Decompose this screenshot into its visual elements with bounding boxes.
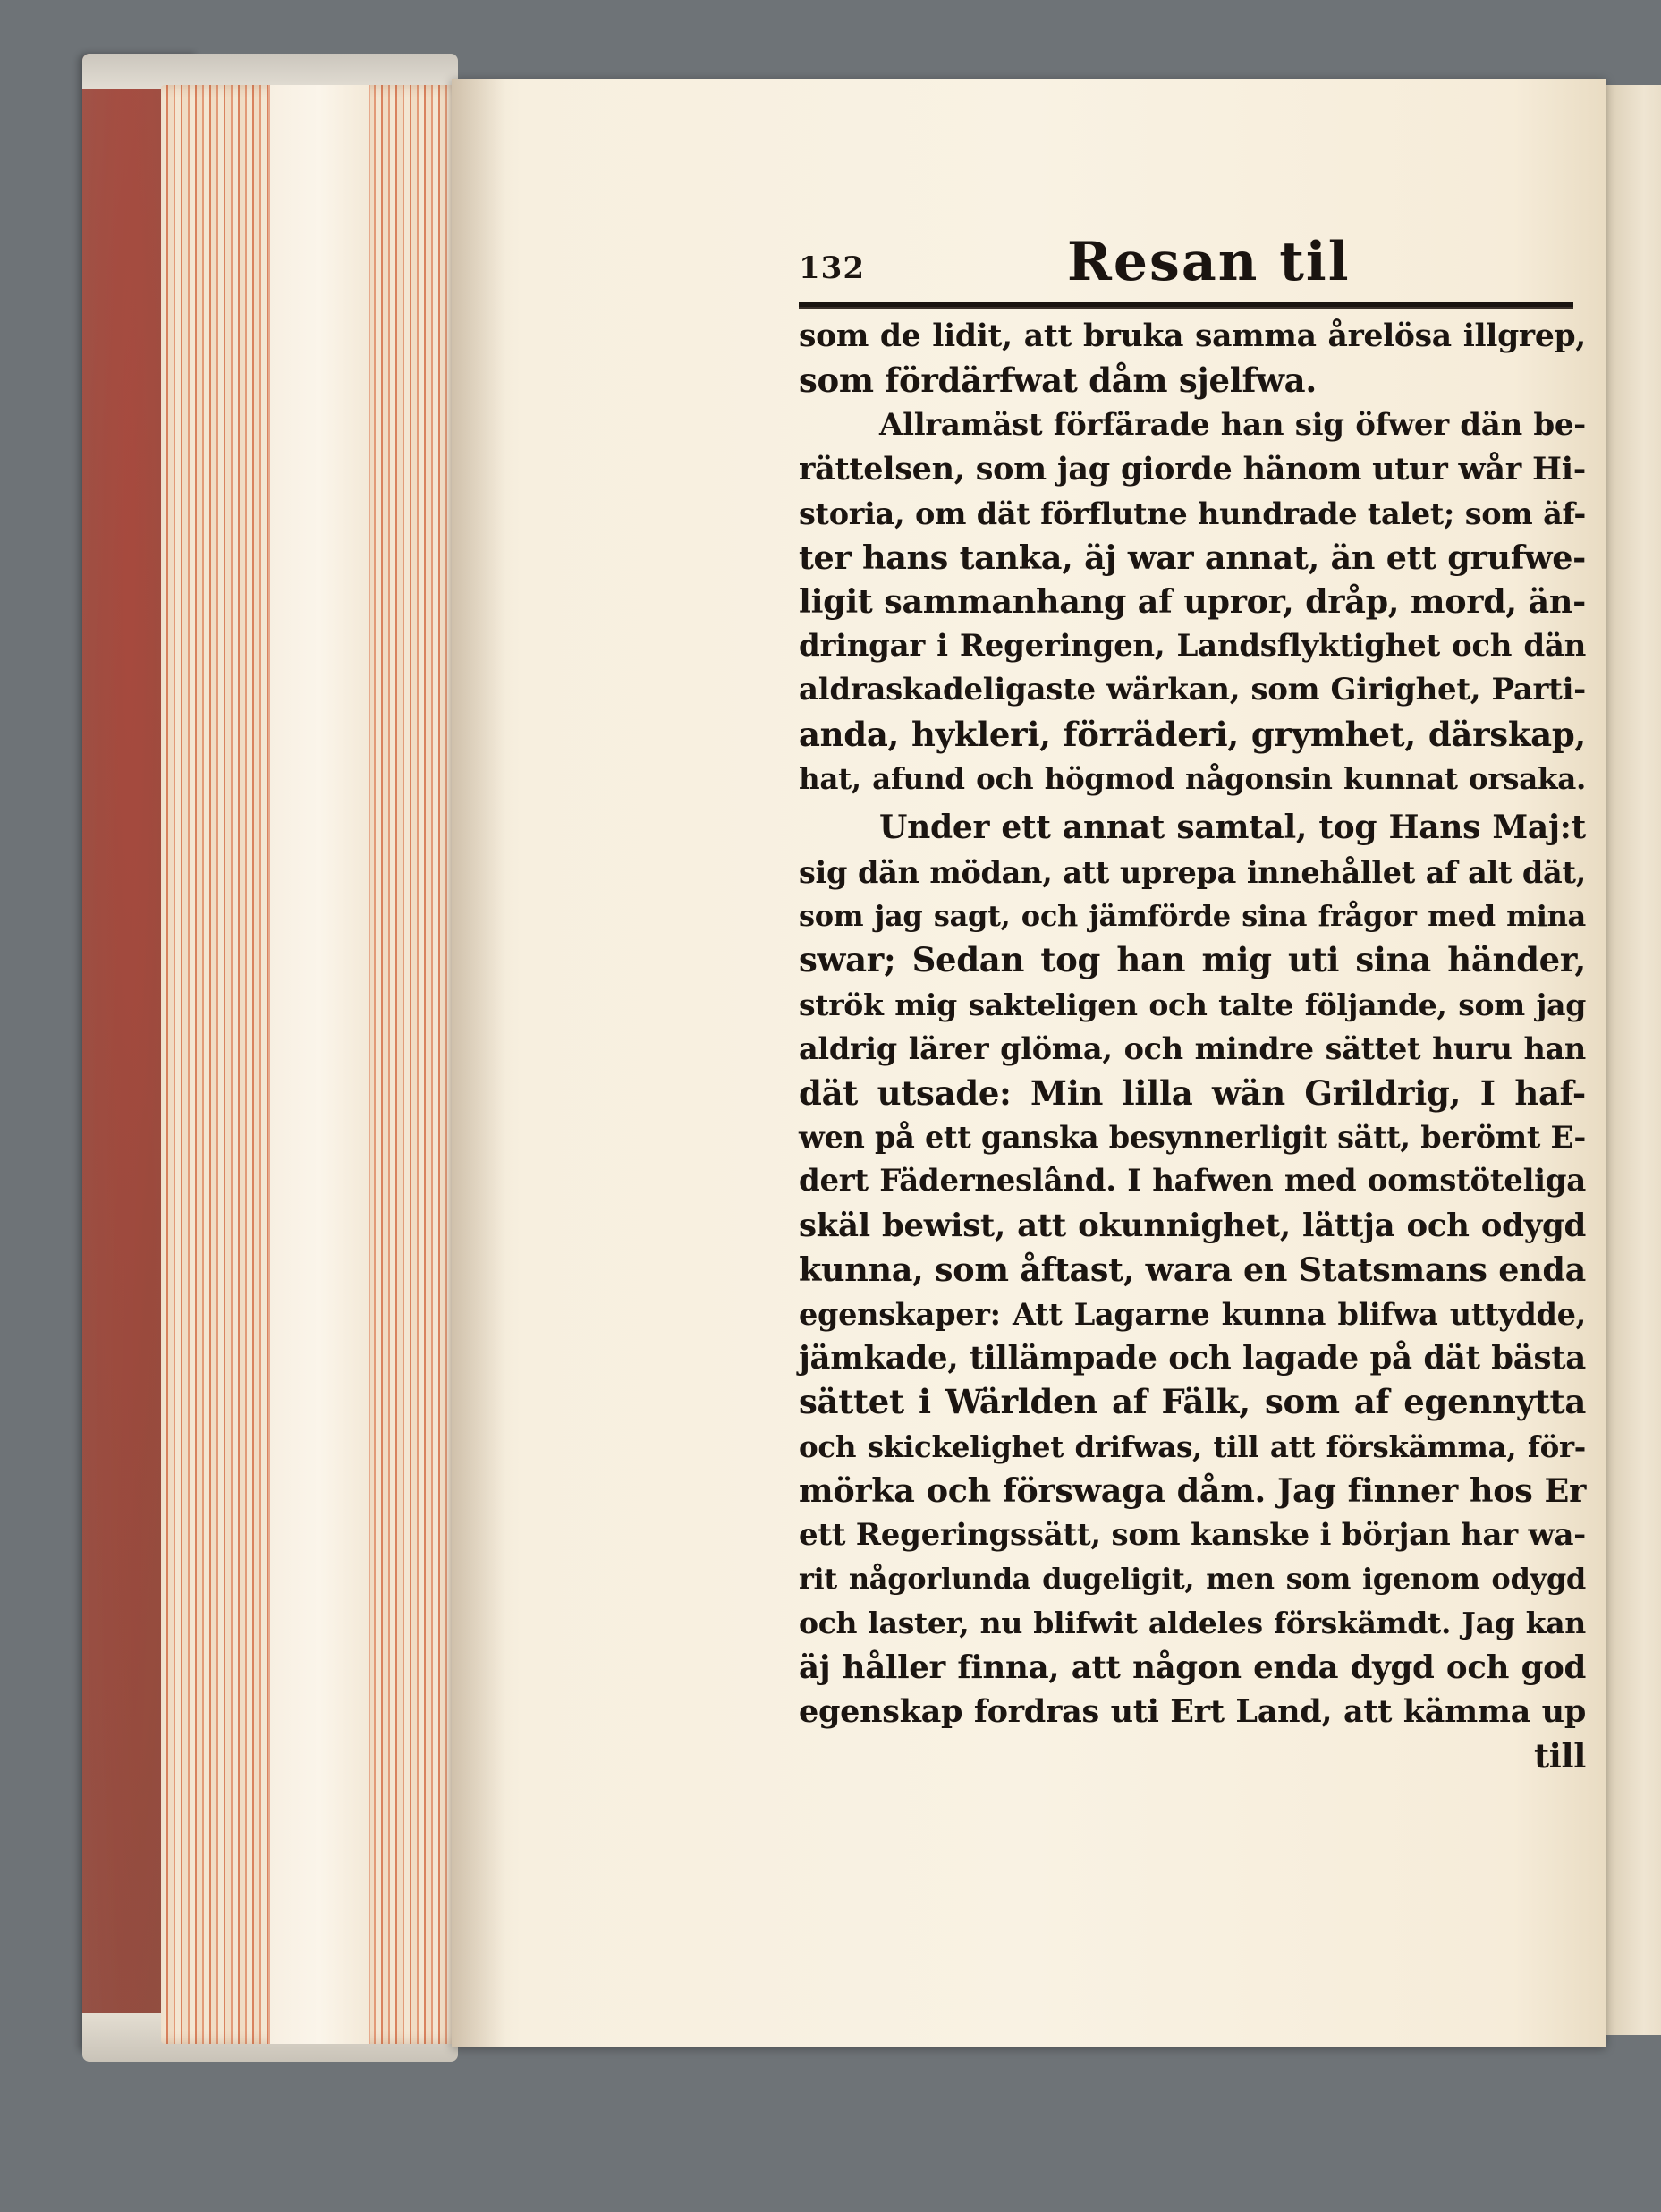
text-line: och laster, nu blifwit aldeles förskämdt. Jag kan: [799, 1606, 1586, 1641]
text-line: egenskap fordras uti Ert Land, att kämma up: [799, 1693, 1586, 1731]
book-cover-top-edge: [82, 54, 458, 89]
text-line: äj håller finna, att någon enda dygd och god: [799, 1648, 1586, 1686]
text-line: ligit sammanhang af upror, dråp, mord, än-: [799, 582, 1586, 622]
text-line: kunna, som åftast, wara en Statsmans enda: [799, 1250, 1586, 1290]
gutter-shadow: [452, 79, 505, 2047]
facing-page-edge: [1601, 85, 1661, 2035]
text-line: mörka och förswaga dåm. Jag finner hos Er: [799, 1471, 1586, 1511]
text-line: wen på ett ganska besynnerligit sätt, berömt E-: [799, 1120, 1586, 1156]
text-line: som de lidit, att bruka samma årelösa illgrep,: [799, 318, 1586, 354]
text-line: egenskaper: Att Lagarne kunna blifwa uttydde,: [799, 1296, 1586, 1332]
text-line: som fördärfwat dåm sjelfwa.: [799, 360, 1317, 401]
text-line: storia, om dät förflutne hundrade talet; som äf-: [799, 496, 1586, 531]
text-line: som jag sagt, och jämförde sina frågor med mina: [799, 899, 1586, 934]
text-line: sig dän mödan, att uprepa innehållet af alt dät,: [799, 854, 1586, 890]
text-line: rit någorlunda dugeligit, men som igenom odygd: [799, 1561, 1586, 1596]
text-line: sättet i Wärlden af Fälk, som af egennytta: [799, 1382, 1586, 1422]
text-line: dät utsade: Min lilla wän Grildrig, I haf-: [799, 1072, 1586, 1113]
text-line: strök mig sakteligen och talte följande, som jag: [799, 987, 1586, 1022]
text-line: aldraskadeligaste wärkan, som Girighet, Parti-: [799, 672, 1586, 708]
text-line: Allramäst förfärade han sig öfwer dän be-: [879, 406, 1586, 443]
body-text: [799, 315, 1586, 1778]
text-line: ett Regeringssätt, som kanske i början har wa-: [799, 1516, 1586, 1553]
text-line: jämkade, tillämpade och lagade på dät bästa: [799, 1339, 1586, 1377]
page-edges-light-band: [268, 85, 370, 2044]
header-rule: [799, 302, 1573, 309]
text-line: swar; Sedan tog han mig uti sina händer,: [799, 940, 1586, 980]
catchword: till: [1533, 1735, 1586, 1776]
text-line: dert Fäderneslând. I hafwen med oomstöteliga: [799, 1163, 1586, 1199]
page-number: 132: [799, 250, 865, 286]
text-line: ter hans tanka, äj war annat, än ett grufwe-: [799, 538, 1586, 577]
page-header: [799, 231, 1577, 297]
text-line: dringar i Regeringen, Landsflyktighet och dän: [799, 627, 1586, 664]
text-line: skäl bewist, att okunnighet, lättja och odygd: [799, 1207, 1586, 1244]
text-line: Under ett annat samtal, tog Hans Maj:t: [879, 809, 1586, 847]
text-line: och skickelighet drifwas, till att förskämma, för-: [799, 1428, 1586, 1464]
running-title: Resan til: [1067, 231, 1351, 293]
text-line: rättelsen, som jag giorde hänom utur wår Hi-: [799, 451, 1586, 488]
text-line: hat, afund och högmod någonsin kunnat orsaka.: [799, 760, 1586, 796]
text-line: aldrig lärer glöma, och mindre sättet huru han: [799, 1031, 1586, 1067]
text-line: anda, hykleri, förräderi, grymhet, därskap,: [799, 714, 1586, 754]
